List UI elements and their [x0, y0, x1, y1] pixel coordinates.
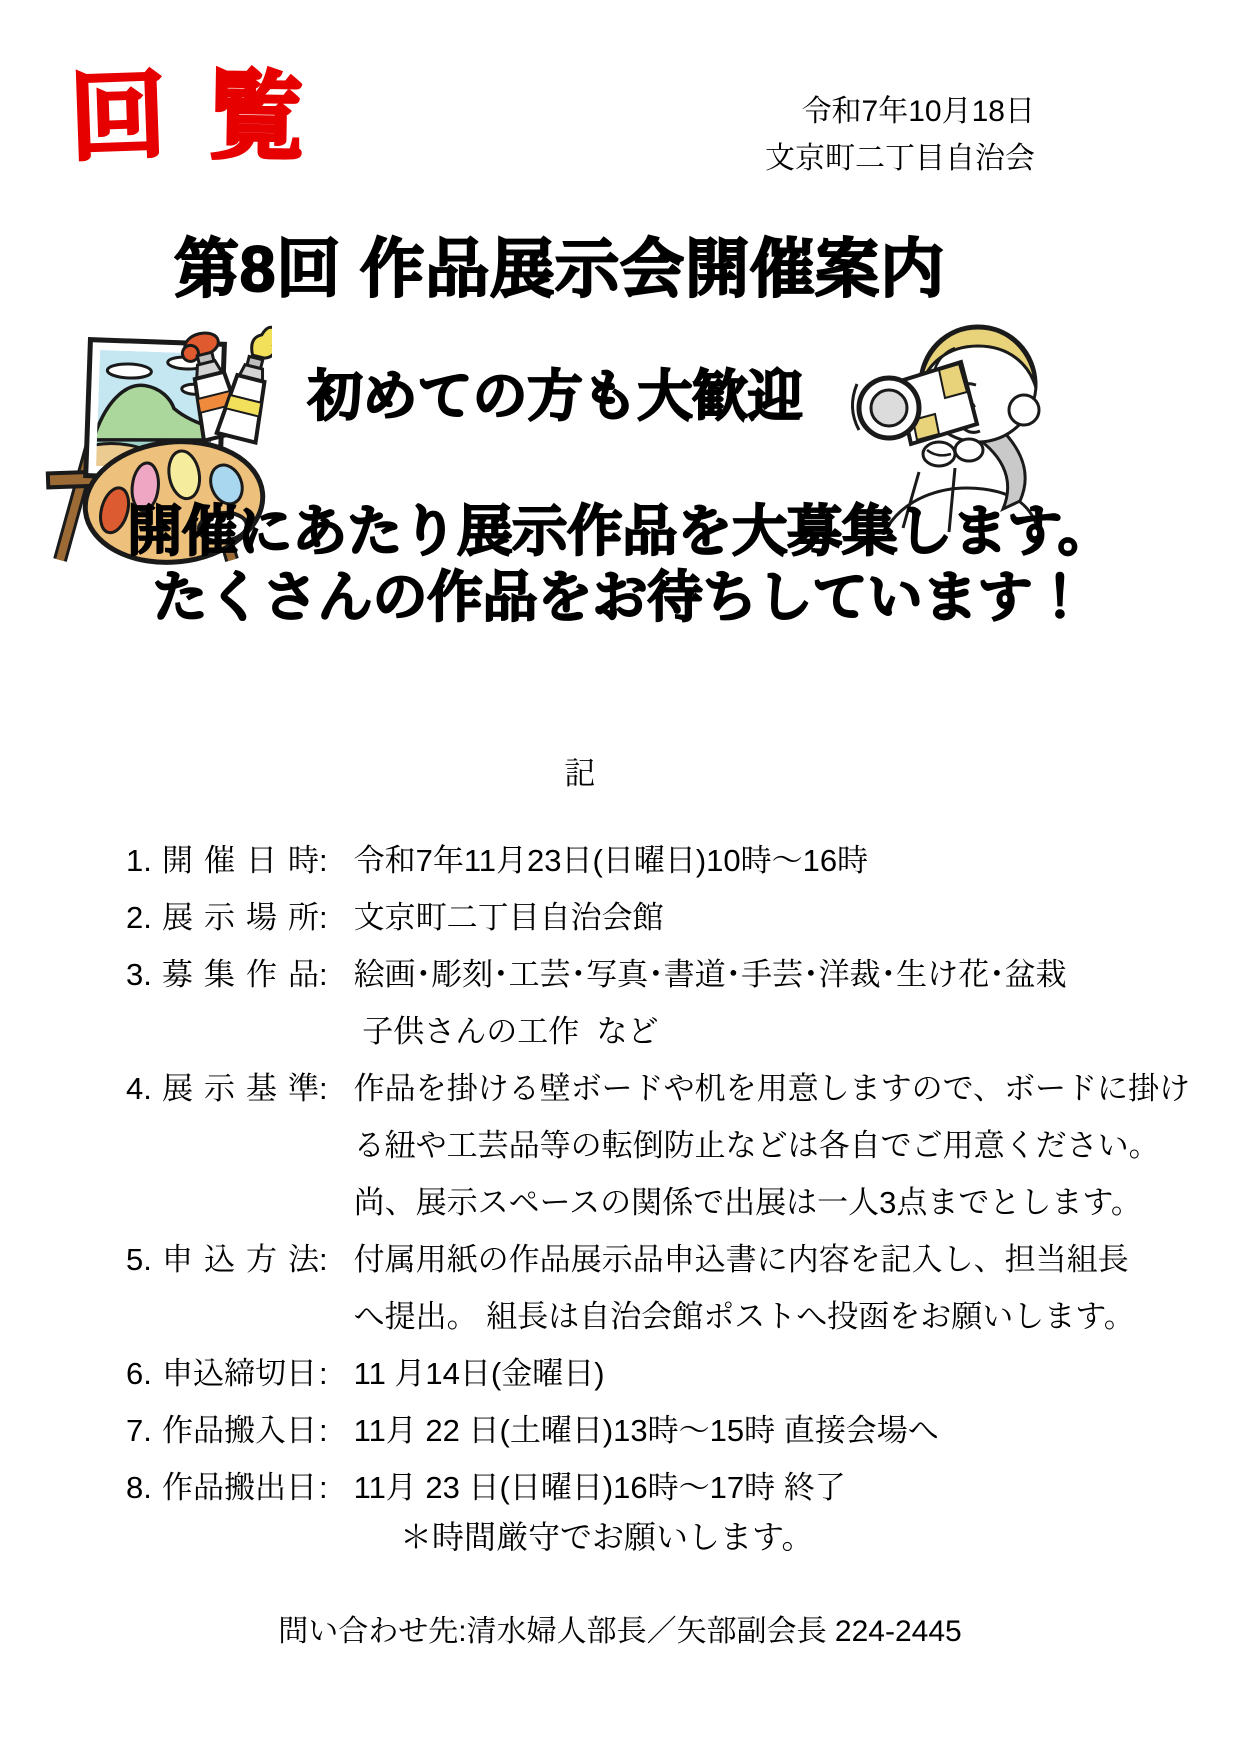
page-title: 第8回 作品展示会開催案内	[174, 233, 946, 305]
issue-date: 令和7年10月18日	[801, 95, 1035, 128]
item-content	[354, 889, 1200, 946]
item-colon: :	[319, 843, 328, 878]
item-content-line: 子供さんの工作 など	[353, 1014, 659, 1049]
item-label: 展示基準	[162, 1071, 319, 1106]
item-content	[354, 1345, 1200, 1402]
item-number: 3.	[126, 957, 152, 992]
details-list	[126, 832, 1200, 1516]
item-colon: :	[319, 1413, 328, 1448]
item-content	[354, 832, 1200, 889]
list-item	[126, 1345, 1200, 1402]
item-label: 募集作品	[162, 957, 319, 992]
item-content-line: 絵画･彫刻･工芸･写真･書道･手芸･洋裁･生け花･盆栽	[353, 957, 1067, 992]
record-heading: 記	[564, 756, 596, 791]
announcement	[0, 498, 1240, 630]
item-number: 6.	[126, 1356, 152, 1391]
list-item	[126, 1402, 1200, 1459]
item-colon: :	[319, 1071, 328, 1106]
list-item	[126, 1231, 1200, 1345]
item-content	[354, 1402, 1200, 1459]
item-number: 8.	[126, 1470, 152, 1505]
contact-info: 問い合わせ先:清水婦人部長／矢部副会長 224-2445	[278, 1615, 962, 1648]
item-colon: :	[319, 1356, 328, 1391]
kairan-stamp	[68, 62, 305, 173]
item-number: 1.	[126, 843, 152, 878]
kairan-char-2: 覧	[207, 63, 305, 172]
item-number: 5.	[126, 1242, 152, 1277]
item-label: 申込方法	[162, 1242, 319, 1277]
item-content	[354, 946, 1200, 1060]
list-item	[126, 1459, 1200, 1516]
item-content	[354, 1459, 1200, 1516]
item-label: 展示場所	[162, 900, 319, 935]
item-content-line: 作品を掛ける壁ボードや机を用意しますので、ボードに掛け	[353, 1071, 1191, 1106]
kairan-char-1: 回	[68, 62, 168, 173]
item-number: 4.	[126, 1071, 152, 1106]
item-number: 2.	[126, 900, 152, 935]
punctuality-note: ＊時間厳守でお願いします。	[400, 1519, 814, 1555]
item-label: 申込締切日	[162, 1356, 317, 1391]
item-content-line: 付属用紙の作品展示品申込書に内容を記入し、担当組長	[353, 1242, 1129, 1277]
list-item	[126, 832, 1200, 889]
item-content-line: 令和7年11月23日(日曜日)10時～16時	[353, 843, 869, 878]
item-colon: :	[319, 1470, 328, 1505]
announcement-line-1: 開催にあたり展示作品を大募集します。	[127, 500, 1113, 562]
list-item	[126, 1060, 1200, 1231]
list-item	[126, 889, 1200, 946]
item-content-line: へ提出。 組長は自治会館ポストへ投函をお願いします。	[353, 1299, 1135, 1334]
subtitle: 初めての方も大歓迎	[307, 365, 803, 427]
item-label: 作品搬出日	[162, 1470, 317, 1505]
item-content-line: 11 月14日(金曜日)	[353, 1356, 605, 1391]
item-content-line: 文京町二丁目自治会館	[353, 900, 664, 935]
header-right	[765, 88, 1035, 182]
item-colon: :	[319, 957, 328, 992]
item-content-line: る紐や工芸品等の転倒防止などは各自でご用意ください。	[353, 1128, 1160, 1163]
item-content	[354, 1231, 1200, 1345]
list-item	[126, 946, 1200, 1060]
item-content	[354, 1060, 1200, 1231]
item-number: 7.	[126, 1413, 152, 1448]
item-label: 開催日時	[162, 843, 319, 878]
item-content-line: 11月 23 日(日曜日)16時～17時 終了	[353, 1470, 846, 1505]
item-content-line: 11月 22 日(土曜日)13時～15時 直接会場へ	[353, 1413, 939, 1448]
item-label: 作品搬入日	[162, 1413, 317, 1448]
item-content-line: 尚、展示スペースの関係で出展は一人3点までとします。	[353, 1185, 1142, 1220]
announcement-line-2: たくさんの作品をお待ちしています！	[152, 566, 1088, 628]
issuing-organization: 文京町二丁目自治会	[765, 142, 1035, 175]
item-colon: :	[319, 1242, 328, 1277]
item-colon: :	[319, 900, 328, 935]
